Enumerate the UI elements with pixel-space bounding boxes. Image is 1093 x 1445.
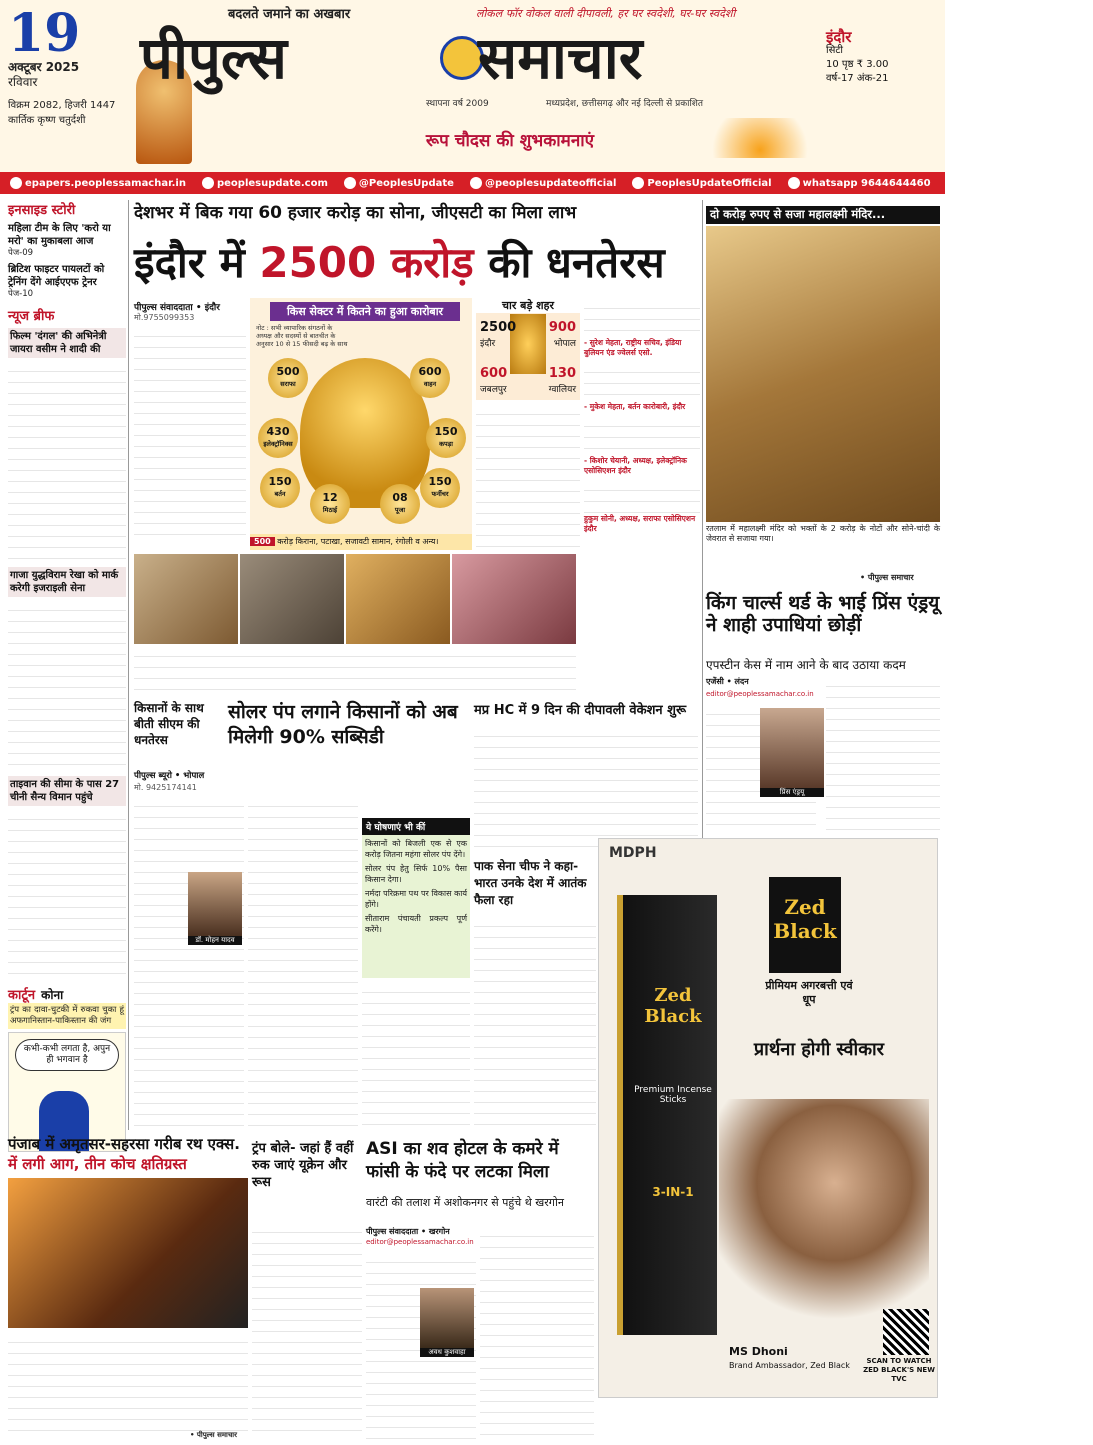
ad-tagline-1: प्रीमियम अगरबत्ती एवं धूप <box>765 979 853 1006</box>
graphic-coin-label: पूजा <box>394 506 406 514</box>
prince-agency: एजेंसी • लंदन <box>706 677 749 686</box>
cartoon-header <box>8 985 126 1003</box>
graphic-coin-value: 600 <box>418 365 442 378</box>
pages-price: 10 पृष्ठ ₹ 3.00 <box>826 59 889 70</box>
zed-black-ad[interactable] <box>598 838 938 1398</box>
graphic-footer: 500 करोड़ किराना, पटाखा, सजावटी सामान, रंगोली व अन्य। <box>250 534 472 550</box>
graphic-coin-8 <box>380 484 420 524</box>
x-link[interactable]: @PeoplesUpdate <box>344 177 454 189</box>
slogan: लोकल फॉर वोकल वाली दीपावली, हर घर स्वदेशी, घर-घर स्वदेशी <box>476 7 736 20</box>
graphic-coin-label: इलेक्ट्रॉनिक्स <box>263 440 293 448</box>
graphic-coin-6 <box>420 468 460 508</box>
photo-electronics <box>134 554 238 644</box>
lead-overline: देशभर में बिक गया 60 हजार करोड़ का सोना, जीएसटी का मिला लाभ <box>134 203 577 223</box>
masthead <box>0 0 945 172</box>
edition-type: सिटी <box>826 45 843 56</box>
temple-photo <box>706 226 940 522</box>
graphic-coin-4 <box>426 418 466 458</box>
edition-city: इंदौर <box>826 28 852 46</box>
column-divider <box>128 200 129 1130</box>
trump-body <box>252 1222 362 1440</box>
solar-headline: सोलर पंप लगाने किसानों को अब मिलेगी 90% सब्सिडी <box>228 701 458 748</box>
ad-ambassador-name: MS Dhoni <box>729 1345 788 1358</box>
web-icon <box>202 177 214 189</box>
solar-side-head: किसानों के साथ बीती सीएम की धनतेरस <box>134 701 204 747</box>
asi-subheadline: वारंटी की तलाश में अशोकनगर से पहुंचे थे खरगोन <box>366 1196 564 1209</box>
month-year: अक्टूबर 2025 <box>8 60 80 74</box>
published-from: मध्यप्रदेश, छत्तीसगढ़ और नई दिल्ली से प्रकाशित <box>546 99 704 109</box>
photo-jewellery <box>452 554 576 644</box>
inside-story-2[interactable]: ब्रिटिश फाइटर पायलटों को ट्रेनिंग देंगे आईएएफ ट्रेनर <box>8 264 105 288</box>
brief-1-body <box>8 361 126 561</box>
cm-photo <box>188 872 242 936</box>
pak-body <box>474 916 596 1130</box>
solar-mobile: मो. 9425174141 <box>134 783 197 792</box>
whatsapp-icon <box>788 177 800 189</box>
cartoon-caption: ट्रंप का दावा-चुटकी में रुकवा चुका हूं अफगानिस्तान-पाकिस्तान की जंग <box>8 1003 126 1029</box>
train-fire-photo <box>8 1178 248 1328</box>
column-divider-right <box>702 200 703 840</box>
diya-decoration-icon <box>700 118 820 158</box>
tithi: कार्तिक कृष्ण चतुर्दशी <box>8 115 86 126</box>
lead-body-col3 <box>476 404 580 550</box>
graphic-coin-value: 150 <box>434 425 458 438</box>
city-indore-value: 2500 <box>480 320 517 335</box>
graphic-coin-label: फर्नीचर <box>431 490 449 498</box>
year-issue: वर्ष-17 अंक-21 <box>826 73 889 84</box>
quote-1-attribution: - सुरेश मेहता, राष्ट्रीय सचिव, इंडिया बुलियन एंड ज्वेलर्स एसो. <box>584 338 682 357</box>
graphic-coin-label: वाहन <box>423 380 437 388</box>
news-brief-title: न्यूज ब्रीफ <box>8 309 55 324</box>
vikram-samvat: विक्रम 2082, हिजरी 1447 <box>8 100 116 111</box>
city-gwalior-name: ग्वालियर <box>548 385 576 395</box>
ad-tagline-2: प्रार्थना होगी स्वीकार <box>753 1039 885 1060</box>
solar-body-col1 <box>134 796 244 1130</box>
graphic-coin-5 <box>260 468 300 508</box>
inside-story-title: इनसाइड स्टोरी <box>8 203 76 218</box>
ad-cta: SCAN TO WATCH ZED BLACK'S NEW TVC <box>863 1357 935 1383</box>
weekday: रविवार <box>8 75 38 89</box>
brand-logo-part1: पीपुल्स <box>140 24 287 92</box>
ad-product-logo: Zed Black <box>769 877 841 973</box>
ad-box-3in1: 3-IN-1 <box>652 1185 694 1199</box>
inside-story-1[interactable]: महिला टीम के लिए 'करो या मरो' का मुकाबला आज <box>8 223 111 247</box>
trump-headline: ट्रंप बोले- जहां हैं वहीं रुक जाएं यूक्रेन और रूस <box>252 1141 354 1190</box>
graphic-coin-label: बर्तन <box>274 490 286 498</box>
inside-story-1-page: पेज-09 <box>8 248 34 258</box>
ad-ambassador-photo <box>719 1099 929 1339</box>
train-credit: • पीपुल्स समाचार <box>190 1431 237 1439</box>
temple-headline: दो करोड़ रुपए से सजा महालक्ष्मी मंदिर... <box>706 206 940 224</box>
lead-mobile: मो.9755099353 <box>134 313 195 322</box>
youtube-icon <box>947 177 959 189</box>
graphic-coin-label: सराफा <box>280 380 296 388</box>
temple-caption: रतलाम में महालक्ष्मी मंदिर को भक्तों के 2 करोड़ के नोटों और सोने-चांदी के जेवरात से सजाया गया। <box>706 524 940 543</box>
hc-headline: मप्र HC में 9 दिन की दीपावली वेकेशन शुरू <box>474 703 687 718</box>
graphic-coin-7 <box>310 484 350 524</box>
solar-body-col3 <box>362 982 470 1130</box>
announcements-title: ये घोषणाएं भी कीं <box>362 818 470 835</box>
asi-email: editor@peoplessamachar.co.in <box>366 1238 474 1246</box>
city-bhopal-value: 900 <box>548 320 576 335</box>
graphic-coin-3 <box>258 418 298 458</box>
quote-2-attribution: - मुकेश मेहता, बर्तन कारोबारी, इंदौर <box>584 402 686 411</box>
lead-body-col1 <box>134 326 246 536</box>
announcements-box <box>362 818 470 978</box>
brief-2-headline: गाजा युद्धविराम रेखा को मार्क करेगी इजराइली सेना <box>8 567 126 597</box>
hc-body <box>474 726 698 854</box>
announcement-3: नर्मदा परिक्रमा पथ पर विकास कार्य होंगे। <box>365 889 467 909</box>
prince-photo <box>760 708 824 788</box>
city-jabalpur-value: 600 <box>480 366 508 381</box>
cartoon-corner: कोना <box>41 988 64 1002</box>
asi-byline: पीपुल्स संवाददाता • खरगोन <box>366 1227 450 1236</box>
brief-1-headline: फिल्म 'दंगल' की अभिनेत्री जायरा वसीम ने शादी की <box>8 328 126 358</box>
globe-icon <box>10 177 22 189</box>
city-bhopal-name: भोपाल <box>553 339 576 349</box>
cartoon-title: कार्टून <box>8 988 36 1003</box>
city-indore-name: इंदौर <box>480 339 496 349</box>
announcement-1: किसानों को बिजली एक से एक करोड़ जितना महंगा सोलर पंप देंगे। <box>365 839 467 859</box>
solar-body-col2 <box>248 796 358 1130</box>
graphic-coin-2 <box>410 358 450 398</box>
date-number: 19 <box>8 3 81 64</box>
photo-captions <box>134 646 576 694</box>
festival-greeting: रूप चौदस की शुभकामनाएं <box>425 131 595 151</box>
graphic-coin-value: 500 <box>276 365 300 378</box>
graphic-title: किस सेक्टर में कितने का हुआ कारोबार <box>270 302 460 321</box>
graphic-coin-value: 12 <box>322 491 338 504</box>
announcement-2: सोलर पंप हेतु सिर्फ 10% पैसा किसान देगा। <box>365 864 467 884</box>
photo-auto <box>240 554 344 644</box>
tagline: बदलते जमाने का अखबार <box>228 7 351 22</box>
date-box <box>8 3 138 164</box>
asi-photo <box>420 1288 474 1348</box>
city-gwalior-value: 130 <box>548 366 576 381</box>
brand-logo-part2: समाचार <box>478 24 643 92</box>
edition-info <box>826 30 940 86</box>
site-link[interactable]: peoplesupdate.com <box>202 177 328 189</box>
city-box-title: चार बड़े शहर <box>476 298 580 313</box>
social-bar <box>0 172 1093 194</box>
lead-byline: पीपुल्स संवाददाता • इंदौर <box>134 303 220 313</box>
graphic-coin-value: 08 <box>392 491 408 504</box>
instagram-link[interactable]: @peoplesupdateofficial <box>470 177 616 189</box>
asi-headline: ASI का शव होटल के कमरे में फांसी के फंदे पर लटका मिला <box>366 1139 559 1182</box>
prince-subheadline: एपस्टीन केस में नाम आने के बाद उठाया कदम <box>706 658 906 672</box>
temple-photo-credit: • पीपुल्स समाचार <box>860 573 914 582</box>
ad-box-sub: Premium Incense Sticks <box>634 1085 712 1105</box>
pak-headline: पाक सेना चीफ ने कहा- भारत उनके देश में आतंक फैला रहा <box>474 859 587 907</box>
solar-byline: पीपुल्स ब्यूरो • भोपाल <box>134 771 205 781</box>
four-cities-box <box>476 298 580 400</box>
established: स्थापना वर्ष 2009 <box>426 99 489 109</box>
graphic-coin-label: कपड़ा <box>439 440 453 448</box>
asi-photo-label: अवध कुशवाहा <box>420 1348 474 1357</box>
facebook-icon <box>632 177 644 189</box>
ad-qr-code[interactable] <box>883 1309 929 1355</box>
photo-utensils <box>346 554 450 644</box>
youtube-link[interactable]: @peoplesupdateofficial <box>947 177 1093 189</box>
graphic-coin-value: 430 <box>266 425 290 438</box>
x-icon <box>344 177 356 189</box>
prince-email: editor@peoplessamachar.co.in <box>706 690 814 698</box>
whatsapp-link[interactable]: whatsapp 9644644460 <box>788 177 931 189</box>
ad-mdph-logo: MDPH <box>609 845 657 861</box>
graphic-note: नोट : सभी व्यापारिक संगठनों के अध्यक्ष और सदस्यों से बातचीत के अनुसार 10 से 15 फीसदी बढ़ के साथ <box>256 324 348 348</box>
cartoon-speech-bubble: कभी-कभी लगता है, अपुन ही भगवान है <box>15 1039 119 1071</box>
epaper-link[interactable]: epapers.peoplessamachar.in <box>10 177 186 189</box>
train-body <box>8 1332 248 1440</box>
cm-photo-label: डॉ. मोहन यादव <box>188 936 242 945</box>
train-headline: पंजाब में अमृतसर-सहरसा गरीब रथ एक्स. में लगी आग, तीन कोच क्षतिग्रस्त <box>8 1135 240 1173</box>
brief-3-headline: ताइवान की सीमा के पास 27 चीनी सैन्य विमान पहुंचे <box>8 776 126 806</box>
inside-story-2-page: पेज-10 <box>8 289 34 299</box>
asi-body-col2 <box>480 1226 594 1440</box>
ad-box-product: Zed Black <box>644 985 702 1027</box>
lead-headline: इंदौर में 2500 करोड़ की धनतेरस <box>134 238 665 287</box>
quote-3-attribution: - किशोर चेयानी, अध्यक्ष, इलेक्ट्रॉनिक एसोसिएशन इंदौर <box>584 456 687 475</box>
ad-ambassador-role: Brand Ambassador, Zed Black <box>729 1361 850 1370</box>
graphic-coin-label: मिठाई <box>322 506 338 514</box>
brief-3-body <box>8 809 126 979</box>
ad-incense-box <box>617 895 717 1335</box>
lead-quotes <box>584 298 700 550</box>
graphic-coin-value: 150 <box>428 475 452 488</box>
announcement-4: सीताराम पंचायती प्रकल्प पूर्ण करेंगे। <box>365 914 467 934</box>
facebook-link[interactable]: PeoplesUpdateOfficial <box>632 177 771 189</box>
quote-4-attribution: हुकुम सोनी, अध्यक्ष, सराफा एसोसिएशन इंदौर <box>584 514 696 533</box>
prince-photo-label: प्रिंस एंड्रयू <box>760 788 824 797</box>
prince-headline: किंग चार्ल्स थर्ड के भाई प्रिंस एंड्रयू ने शाही उपाधियां छोड़ीं <box>706 592 940 636</box>
city-jabalpur-name: जबलपुर <box>480 385 507 395</box>
instagram-icon <box>470 177 482 189</box>
prince-body-col2 <box>826 676 940 834</box>
graphic-coin-1 <box>268 358 308 398</box>
brief-2-body <box>8 600 126 770</box>
graphic-coin-value: 150 <box>268 475 292 488</box>
sector-graphic <box>250 298 472 538</box>
